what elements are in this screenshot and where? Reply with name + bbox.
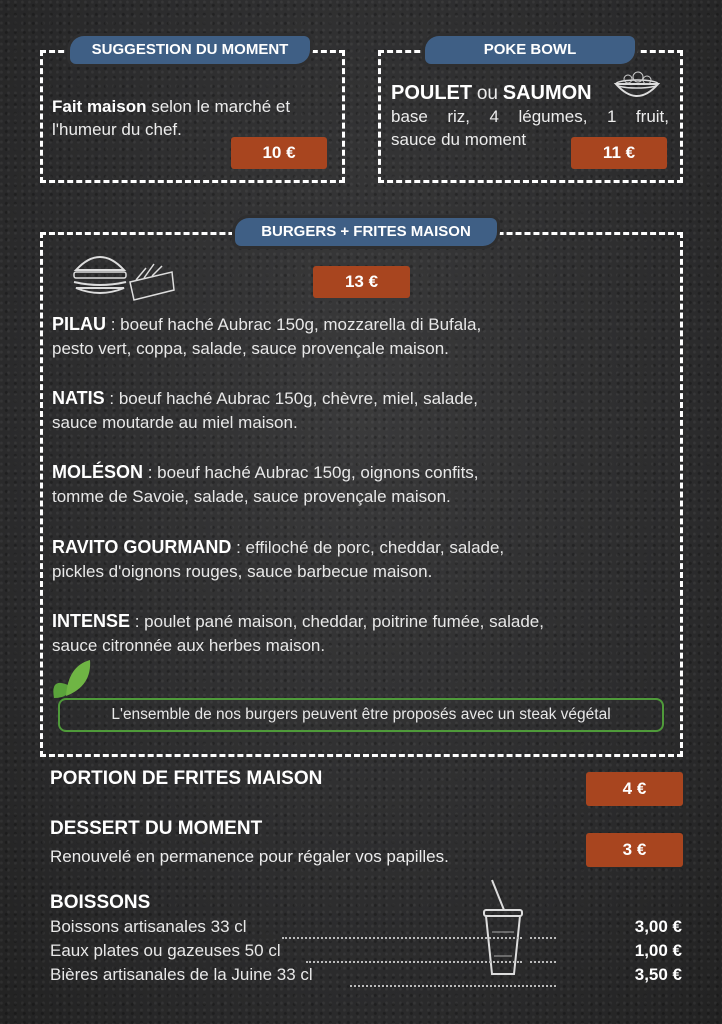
poke-bold2: SAUMON <box>502 82 592 104</box>
drink-row: Boissons artisanales 33 cl 3,00 € <box>50 917 682 941</box>
suggestion-bold: Fait maison <box>52 97 147 116</box>
burger-item-natis: NATIS : boeuf haché Aubrac 150g, chèvre, miel, salade, sauce moutarde au miel maison. <box>52 388 478 432</box>
suggestion-text <box>52 95 337 141</box>
burger-fries-icon <box>68 242 178 304</box>
burger-item-pilau: PILAU : boeuf haché Aubrac 150g, mozzarella di Bufala, pesto vert, coppa, salade, sauce provençale maison. <box>52 314 482 358</box>
dessert-price: 3 € <box>586 833 683 867</box>
poke-banner: POKE BOWL <box>425 36 635 64</box>
boissons-title: BOISSONS <box>50 892 151 913</box>
dessert-title: DESSERT DU MOMENT <box>50 818 263 839</box>
dot-leader <box>530 917 556 939</box>
dessert-desc: Renouvelé en permanence pour régaler vos papilles. <box>50 847 449 866</box>
poke-line3: sauce du moment <box>391 130 527 149</box>
leaf-icon <box>48 656 94 702</box>
drink-row: Bières artisanales de la Juine 33 cl 3,50 € <box>50 965 682 989</box>
poke-price: 11 € <box>571 137 667 169</box>
suggestion-line1: selon le marché et <box>151 97 291 116</box>
dot-leader <box>530 941 556 963</box>
suggestion-banner: SUGGESTION DU MOMENT <box>70 36 310 64</box>
suggestion-line2: l'humeur du chef. <box>52 120 182 139</box>
burgers-price: 13 € <box>313 266 410 298</box>
poke-bold1: POULET <box>391 82 473 104</box>
burgers-banner: BURGERS + FRITES MAISON <box>235 218 497 246</box>
burger-item-moleson: MOLÉSON : boeuf haché Aubrac 150g, oignons confits, tomme de Savoie, salade, sauce provençale maison. <box>52 462 479 506</box>
frites-price: 4 € <box>586 772 683 806</box>
burger-item-ravito-gourmand: RAVITO GOURMAND : effiloché de porc, cheddar, salade, pickles d'oignons rouges, sauce barbecue maison. <box>52 537 505 581</box>
dot-leader <box>306 941 522 963</box>
frites-title: PORTION DE FRITES MAISON <box>50 768 323 789</box>
vegetarian-note: L'ensemble de nos burgers peuvent être proposés avec un steak végétal <box>58 698 664 732</box>
burger-item-intense: INTENSE : poulet pané maison, cheddar, poitrine fumée, salade, sauce citronnée aux herbes maison. <box>52 611 544 655</box>
dot-leader <box>350 965 556 987</box>
poke-mid: ou <box>476 83 498 104</box>
poke-line2: base riz, 4 légumes, 1 fruit, <box>391 107 669 126</box>
drink-row: Eaux plates ou gazeuses 50 cl 1,00 € <box>50 941 682 965</box>
suggestion-price: 10 € <box>231 137 327 169</box>
dot-leader <box>282 917 522 939</box>
